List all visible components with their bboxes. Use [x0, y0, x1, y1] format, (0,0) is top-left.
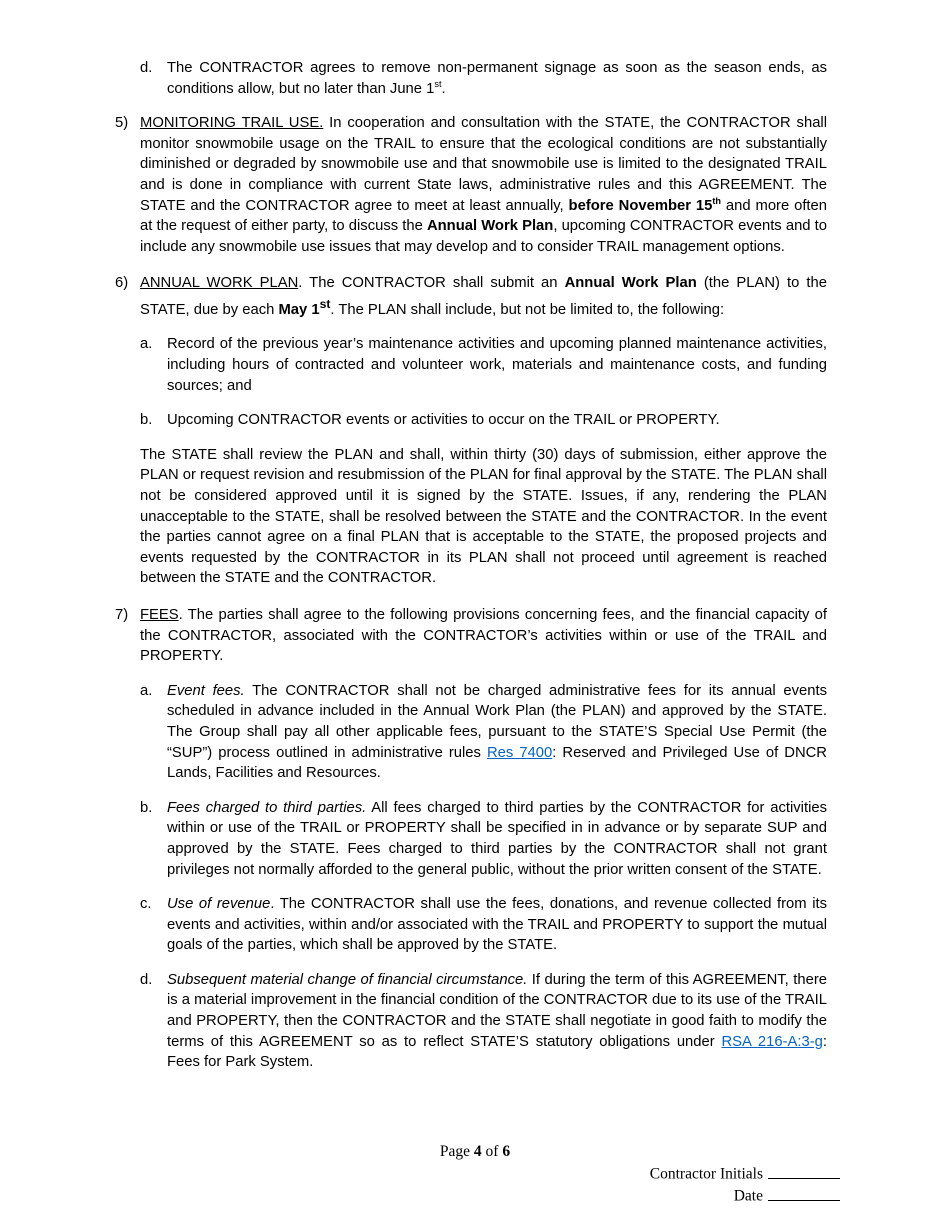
list-marker: a. — [140, 682, 153, 699]
list-marker: b. — [140, 799, 153, 816]
paragraph: Subsequent material change of financial circumstance. If during the term of this AGREEMENT, there is a material improvement in the financial condition of the CONTRACTOR due to its use of the TRAIL and PROPERTY, then the CONTRACTOR and the STATE shall negotiate in good faith to modify the terms of this AGREEMENT so as to reflect STATE’S statutory obligations under RSA 216-A:3-g: Fees for Park System. — [167, 971, 827, 1071]
list-item-5-monitoring-trail-use — [115, 113, 827, 257]
list-item-6b — [140, 410, 827, 431]
contractor-initials-blank — [768, 1162, 840, 1179]
list-item-7a-event-fees — [140, 681, 827, 784]
paragraph: Upcoming CONTRACTOR events or activities to occur on the TRAIL or PROPERTY. — [167, 412, 720, 429]
list-marker: b. — [140, 412, 153, 429]
date-row — [650, 1184, 840, 1206]
list-marker: a. — [140, 336, 153, 353]
page-number: Page 4 of 6 — [439, 1143, 511, 1160]
list-marker: 5) — [115, 115, 129, 132]
rsa-216-a-3-g-link[interactable]: RSA 216-A:3-g — [721, 1033, 823, 1050]
list-item-7b-third-party-fees — [140, 798, 827, 880]
paragraph: ANNUAL WORK PLAN. The CONTRACTOR shall submit an Annual Work Plan (the PLAN) to the STATE, due by each May 1st. The PLAN shall include, but not be limited to, the following: — [140, 275, 828, 318]
list-item-6-annual-work-plan — [115, 273, 827, 320]
list-marker: 7) — [115, 606, 129, 623]
list-item-7c-use-of-revenue — [140, 894, 827, 956]
date-label: Date — [733, 1187, 763, 1205]
paragraph: FEES. The parties shall agree to the following provisions concerning fees, and the financial capacity of the CONTRACTOR, associated with the CONTRACTOR’s activities within or use of the TRAIL and PROPERTY. — [140, 606, 827, 665]
paragraph: The CONTRACTOR agrees to remove non-permanent signage as soon as the season ends, as conditions allow, but no later than June 1st. — [167, 60, 827, 97]
list-item-7-fees — [115, 605, 827, 667]
signature-block — [650, 1162, 840, 1206]
res-7400-link[interactable]: Res 7400 — [486, 744, 553, 761]
paragraph: Use of revenue. The CONTRACTOR shall use the fees, donations, and revenue collected from its events and activities, within and/or associated with the TRAIL and PROPERTY to support the mutual goals of the parties, which shall be approved by the STATE. — [167, 896, 827, 954]
contractor-initials-label: Contractor Initials — [649, 1165, 763, 1183]
list-marker: d. — [140, 60, 153, 76]
list-item-4d — [140, 58, 827, 99]
contractor-initials-row — [650, 1162, 840, 1184]
paragraph: Record of the previous year’s maintenance activities and upcoming planned maintenance activities, including hours of contracted and volunteer work, materials and maintenance costs, and funding sources; and — [167, 336, 827, 394]
list-item-7d-financial-circumstance — [140, 970, 827, 1073]
list-marker: d. — [140, 971, 153, 988]
list-marker: 6) — [115, 275, 129, 292]
paragraph-6-continuation — [140, 445, 827, 589]
paragraph: Event fees. The CONTRACTOR shall not be charged administrative fees for its annual events scheduled in advance included in the Annual Work Plan (the PLAN) and approved by the STATE. The Group shall pay all other applicable fees, pursuant to the STATE’S Special Use Permit (the “SUP”) process outlined in administrative rules Res 7400: Reserved and Privileged Use of DNCR Lands, Facilities and Resources. — [167, 682, 828, 782]
paragraph: Fees charged to third parties. All fees charged to third parties by the CONTRACTOR for activities within or use of the TRAIL or PROPERTY shall be specified in in advance or by separate SUP and approved by the STATE. Fees charged to third parties by the CONTRACTOR shall not grant privileges not normally afforded to the general public, without the prior written consent of the STATE. — [167, 799, 827, 878]
date-blank — [768, 1184, 840, 1201]
paragraph: The STATE shall review the PLAN and shall, within thirty (30) days of submission, either approve the PLAN or request revision and resubmission of the PLAN for final approval by the STATE. The PLAN shall not be considered approved until it is signed by the STATE. Issues, if any, rendering the PLAN unacceptable to the STATE, shall be resolved between the STATE and the CONTRACTOR. In the event the parties cannot agree on a final PLAN that is acceptable to the STATE, the proposed projects and events requested by the CONTRACTOR in its PLAN shall not proceed until agreement is reached between the STATE and the CONTRACTOR. — [140, 446, 827, 587]
paragraph: MONITORING TRAIL USE. In cooperation and consultation with the STATE, the CONTRACTOR shall monitor snowmobile usage on the TRAIL to ensure that the ecological conditions are not substantially diminished or degraded by snowmobile use and that snowmobile use is limited to the designated TRAIL and is done in compliance with current State laws, administrative rules and this AGREEMENT. The STATE and the CONTRACTOR agree to meet at least annually, before November 15th and more often at the request of either party, to discuss the Annual Work Plan, upcoming CONTRACTOR events and to include any snowmobile use issues that may develop and to consider TRAIL management options. — [140, 115, 827, 255]
list-item-6a — [140, 334, 827, 396]
list-marker: c. — [140, 896, 152, 913]
